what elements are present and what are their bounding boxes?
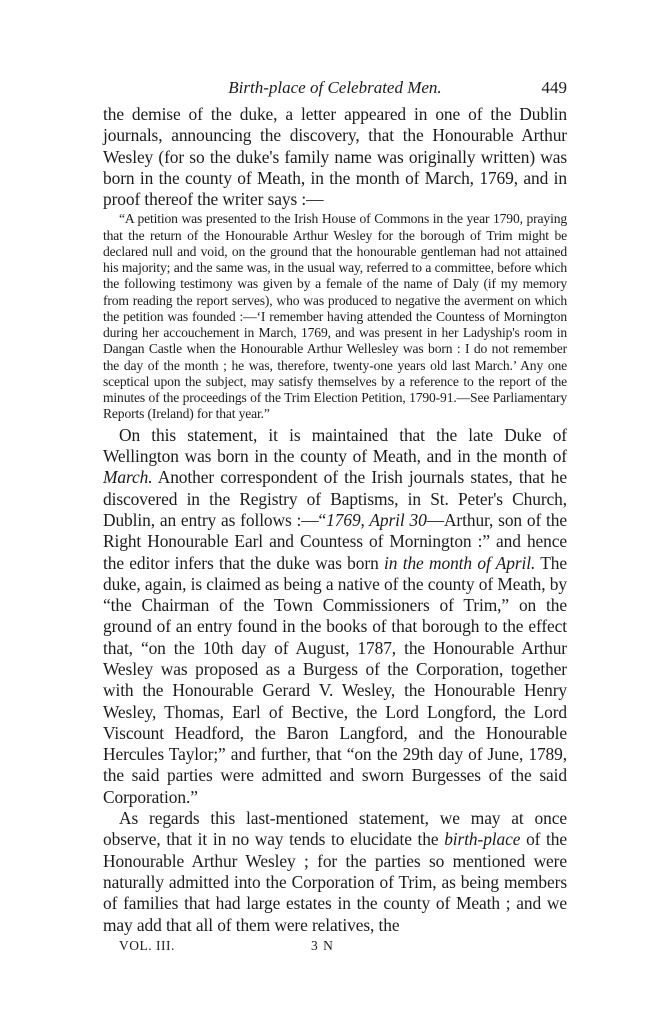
paragraph-3-text-1: As regards this last-mentioned statement, we may at once observe, that it in no way tends to elucidate the: [103, 808, 567, 850]
paragraph-2-text-1: On this statement, it is maintained that the late Duke of Wellington was born in the county of Meath, and in the month of: [103, 424, 567, 467]
signature-mark: 3 N: [311, 937, 334, 953]
paragraph-2-text-2: Another correspondent of the Irish journals states, that he discovered in the Registry of Baptisms, in St. Peter's Church, Dublin, an entry as follows :—“: [103, 467, 567, 530]
paragraph-2: [103, 425, 567, 808]
volume-label: VOL. III.: [119, 937, 175, 953]
paragraph-3-text-2: of the Honourable Arthur Wesley ; for the parties so mentioned were naturally admitted into the Corporation of Trim, as being members of families that had large estates in the county of Meath ; and we may add that all of them were relatives, the: [103, 829, 568, 935]
paragraph-3-italic-1: birth-place: [444, 829, 521, 850]
document-page: [103, 78, 567, 958]
page-header: [103, 78, 567, 104]
paragraph-2-italic-3: in the month of April.: [384, 552, 536, 573]
paragraph-2-text-4: The duke, again, is claimed as being a native of the county of Meath, by “the Chairman of the Town Commissioners of Trim,” on the ground of an entry found in the books of that borough to the effect that, “on the 10th day of August, 1787, the Honourable Arthur Wesley was proposed as a Burgess of the Corporation, together with the Honourable Gerard V. Wesley, the Honourable Henry Wesley, Thomas, Earl of Bective, the Lord Longford, the Lord Viscount Headford, the Baron Langford, and the Honourable Hercules Taylor;” and further, that “on the 29th day of June, 1789, the said parties were admitted and sworn Burgesses of the said Corporation.”: [103, 552, 568, 807]
page-footer: [103, 938, 567, 958]
paragraph-2-text-3: —Arthur, son of the Right Honourable Earl and Countess of Mornington :” and hence the editor infers that the duke was born: [103, 509, 567, 573]
running-title: Birth-place of Celebrated Men.: [228, 78, 442, 97]
paragraph-2-italic-1: March.: [103, 467, 153, 488]
page-number: 449: [541, 78, 567, 97]
block-quote: “A petition was presented to the Irish House of Commons in the year 1790, praying that the return of the Honourable Arthur Wesley for the borough of Trim might be declared null and void, on the ground that the honourable gentleman had not attained his majority; and the same was, in the usual way, referred to a committee, before which the following testimony was given by a female of the name of Daly (if my memory from reading the report serves), who was produced to negative the averment on which the petition was founded :—‘I remember having attended the Countess of Mornington during her accouchement in March, 1769, and was present in her Ladyship's room in Dangan Castle when the Honourable Arthur Wellesley was born : I do not remember the day of the month ; he was, therefore, twenty-one years old last March.’ Any one sceptical upon the subject, may satisfy themselves by a reference to the report of the minutes of the proceedings of the Trim Election Petition, 1790-91.—See Parliamentary Reports (Ireland) for that year.”: [103, 211, 567, 422]
paragraph-2-italic-2: 1769, April 30: [326, 509, 427, 530]
paragraph-3: [103, 808, 567, 936]
paragraph-1: the demise of the duke, a letter appeared in one of the Dublin journals, announcing the discovery, that the Honourable Arthur Wesley (for so the duke's family name was originally written) was born in the county of Meath, in the month of March, 1769, and in proof thereof the writer says :—: [103, 104, 567, 210]
